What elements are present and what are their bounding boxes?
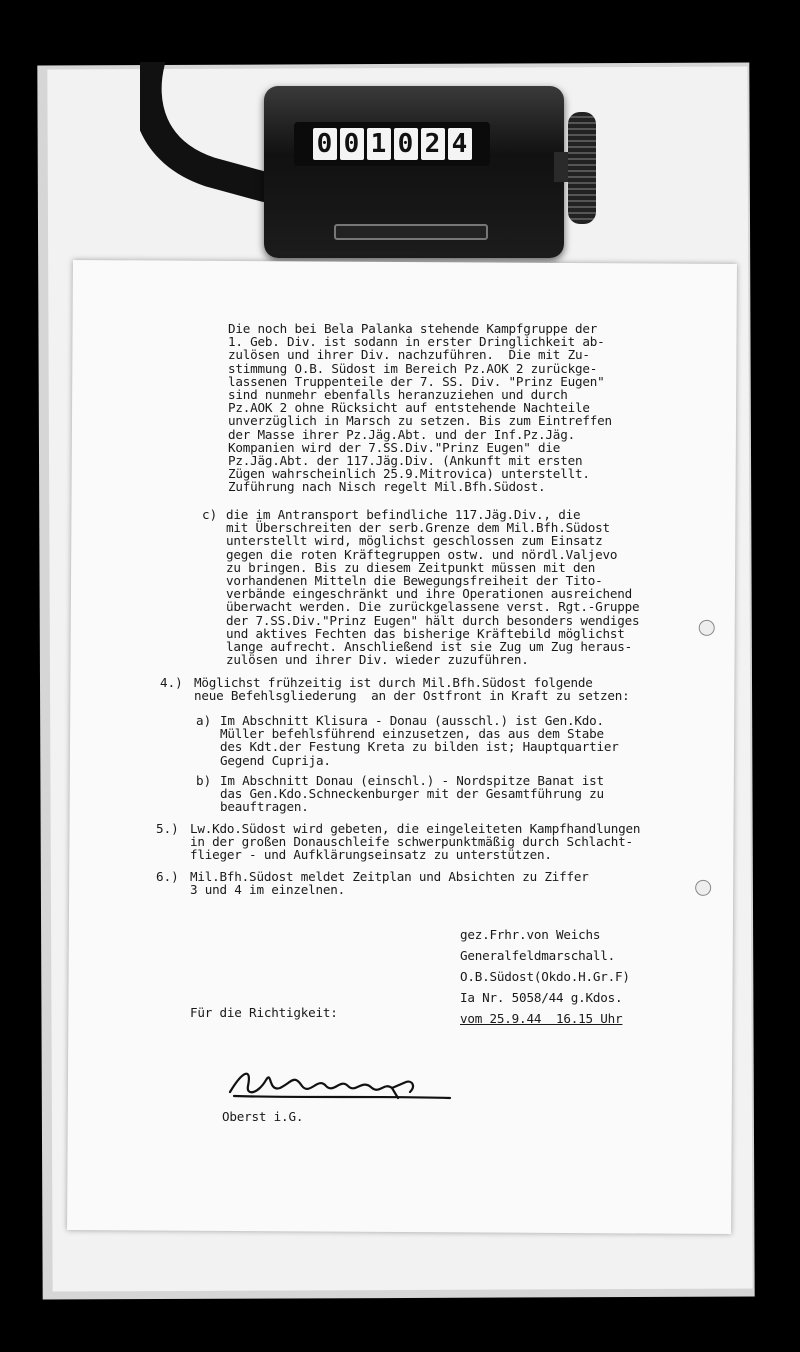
text-line: Möglichst frühzeitig ist durch Mil.Bfh.Südost folgende	[194, 675, 593, 690]
text-line: neue Befehlsgliederung an der Ostfront in Kraft zu setzen:	[194, 688, 630, 704]
item-marker-5: 5.)	[156, 821, 179, 836]
paragraph-b	[220, 774, 604, 814]
text-line: Lw.Kdo.Südost wird gebeten, die eingeleiteten Kampfhandlungen	[190, 821, 641, 836]
item-marker-c: c)	[202, 507, 218, 522]
text-line: mit Überschreiten der serb.Grenze dem Mil.Bfh.Südost	[226, 520, 610, 536]
text-line: gegen die roten Kräftegruppen ostw. und nördl.Valjevo	[226, 546, 618, 562]
text-line: das Gen.Kdo.Schneckenburger mit der Gesamtführung zu	[220, 786, 604, 802]
text-line: in der großen Donauschleife schwerpunktmäßig durch Schlacht-	[190, 834, 633, 850]
certification-line: Für die Richtigkeit:	[190, 1005, 338, 1020]
text-line: lange aufrecht. Anschließend ist sie Zug um Zug heraus-	[226, 639, 633, 655]
text-line: unverzüglich in Marsch zu setzen. Bis zum Eintreffen	[228, 413, 612, 429]
counter-digit: 0	[394, 128, 418, 160]
paragraph-a	[220, 714, 619, 767]
item-marker-b: b)	[196, 773, 212, 788]
text-line: Gegend Cuprija.	[220, 752, 331, 768]
handwritten-signature	[222, 1052, 462, 1112]
frame-counter-display	[294, 122, 490, 166]
text-line: verbände eingeschränkt und ihre Operationen ausreichend	[226, 586, 633, 602]
text-line: Pz.AOK 2 ohne Rücksicht auf entstehende Nachteile	[228, 400, 590, 416]
closing-line: Generalfeldmarschall.	[460, 948, 616, 963]
text-line: Mil.Bfh.Südost meldet Zeitplan und Absichten zu Ziffer	[190, 869, 589, 884]
text-line: überwacht werden. Die zurückgelassene verst. Rgt.-Gruppe	[226, 599, 640, 615]
counter-digit: 0	[313, 128, 337, 160]
counter-slot	[334, 224, 488, 240]
text-line: Zügen wahrscheinlich 25.9.Mitrovica) unterstellt.	[228, 466, 590, 482]
text-line: zulösen und ihrer Div. nachzuführen. Die mit Zu-	[228, 347, 590, 363]
item-marker-6: 6.)	[156, 869, 179, 884]
text-line: 3 und 4 im einzelnen.	[190, 882, 346, 898]
text-line: stimmung O.B. Südost im Bereich Pz.AOK 2 zurückge-	[228, 360, 598, 376]
closing-line: vom 25.9.44 16.15 Uhr	[460, 1011, 623, 1026]
text-line: Im Abschnitt Donau (einschl.) - Nordspitze Banat ist	[220, 773, 604, 788]
counter-digit: 1	[367, 128, 391, 160]
text-line: Kompanien wird der 7.SS.Div."Prinz Eugen" die	[228, 439, 561, 455]
text-line: Zuführung nach Nisch regelt Mil.Bfh.Südost.	[228, 479, 546, 495]
text-line: und aktives Fechten das bisherige Kräftebild möglichst	[226, 625, 625, 641]
text-line: des Kdt.der Festung Kreta zu bilden ist; Hauptquartier	[220, 739, 619, 755]
text-line: unterstellt wird, möglichst geschlossen zum Einsatz	[226, 533, 603, 549]
text-line: Pz.Jäg.Abt. der 117.Jäg.Div. (Ankunft mit ersten	[228, 453, 583, 469]
signature-block	[460, 924, 630, 1029]
item-marker-4: 4.)	[160, 675, 183, 690]
paragraph-5	[190, 822, 640, 862]
text-line: Die noch bei Bela Palanka stehende Kampfgruppe der	[228, 321, 598, 336]
punch-hole	[699, 620, 715, 636]
text-line: Müller befehlsführend einzusetzen, das aus dem Stabe	[220, 726, 604, 742]
text-line: lassenen Truppenteile der 7. SS. Div. "Prinz Eugen"	[228, 373, 605, 389]
closing-line: gez.Frhr.von Weichs	[460, 927, 601, 942]
counter-digit: 4	[448, 128, 472, 160]
officer-rank: Oberst i.G.	[222, 1109, 304, 1124]
punch-hole	[695, 880, 711, 896]
item-marker-a: a)	[196, 713, 212, 728]
text-line: flieger - und Aufklärungseinsatz zu unterstützen.	[190, 847, 552, 863]
closing-line: O.B.Südost(Okdo.H.Gr.F)	[460, 969, 630, 984]
paragraph-c	[226, 508, 639, 666]
frame-counter-device	[264, 86, 564, 258]
text-line: zulösen und ihrer Div. wieder zuzuführen.	[226, 652, 529, 668]
paragraph-continuation	[228, 322, 612, 494]
paragraph-4	[194, 676, 630, 702]
counter-cable	[140, 62, 270, 202]
counter-knob	[568, 112, 596, 224]
text-line: Im Abschnitt Klisura - Donau (ausschl.) ist Gen.Kdo.	[220, 713, 604, 728]
counter-digit: 0	[340, 128, 364, 160]
text-line: der Masse ihrer Pz.Jäg.Abt. und der Inf.Pz.Jäg.	[228, 426, 575, 442]
paragraph-6	[190, 870, 589, 896]
text-line: die im Antransport befindliche 117.Jäg.Div., die	[226, 507, 581, 522]
text-line: vorhandenen Mitteln die Bewegungsfreiheit der Tito-	[226, 573, 603, 589]
text-line: zu bringen. Bis zu diesem Zeitpunkt müssen mit den	[226, 559, 596, 575]
text-line: der 7.SS.Div."Prinz Eugen" hält durch besonders wendiges	[226, 612, 640, 628]
counter-digit: 2	[421, 128, 445, 160]
text-line: sind nunmehr ebenfalls heranzuziehen und durch	[228, 387, 568, 403]
text-line: 1. Geb. Div. ist sodann in erster Dringlichkeit ab-	[228, 334, 605, 350]
closing-line: Ia Nr. 5058/44 g.Kdos.	[460, 990, 623, 1005]
text-line: beauftragen.	[220, 799, 309, 815]
